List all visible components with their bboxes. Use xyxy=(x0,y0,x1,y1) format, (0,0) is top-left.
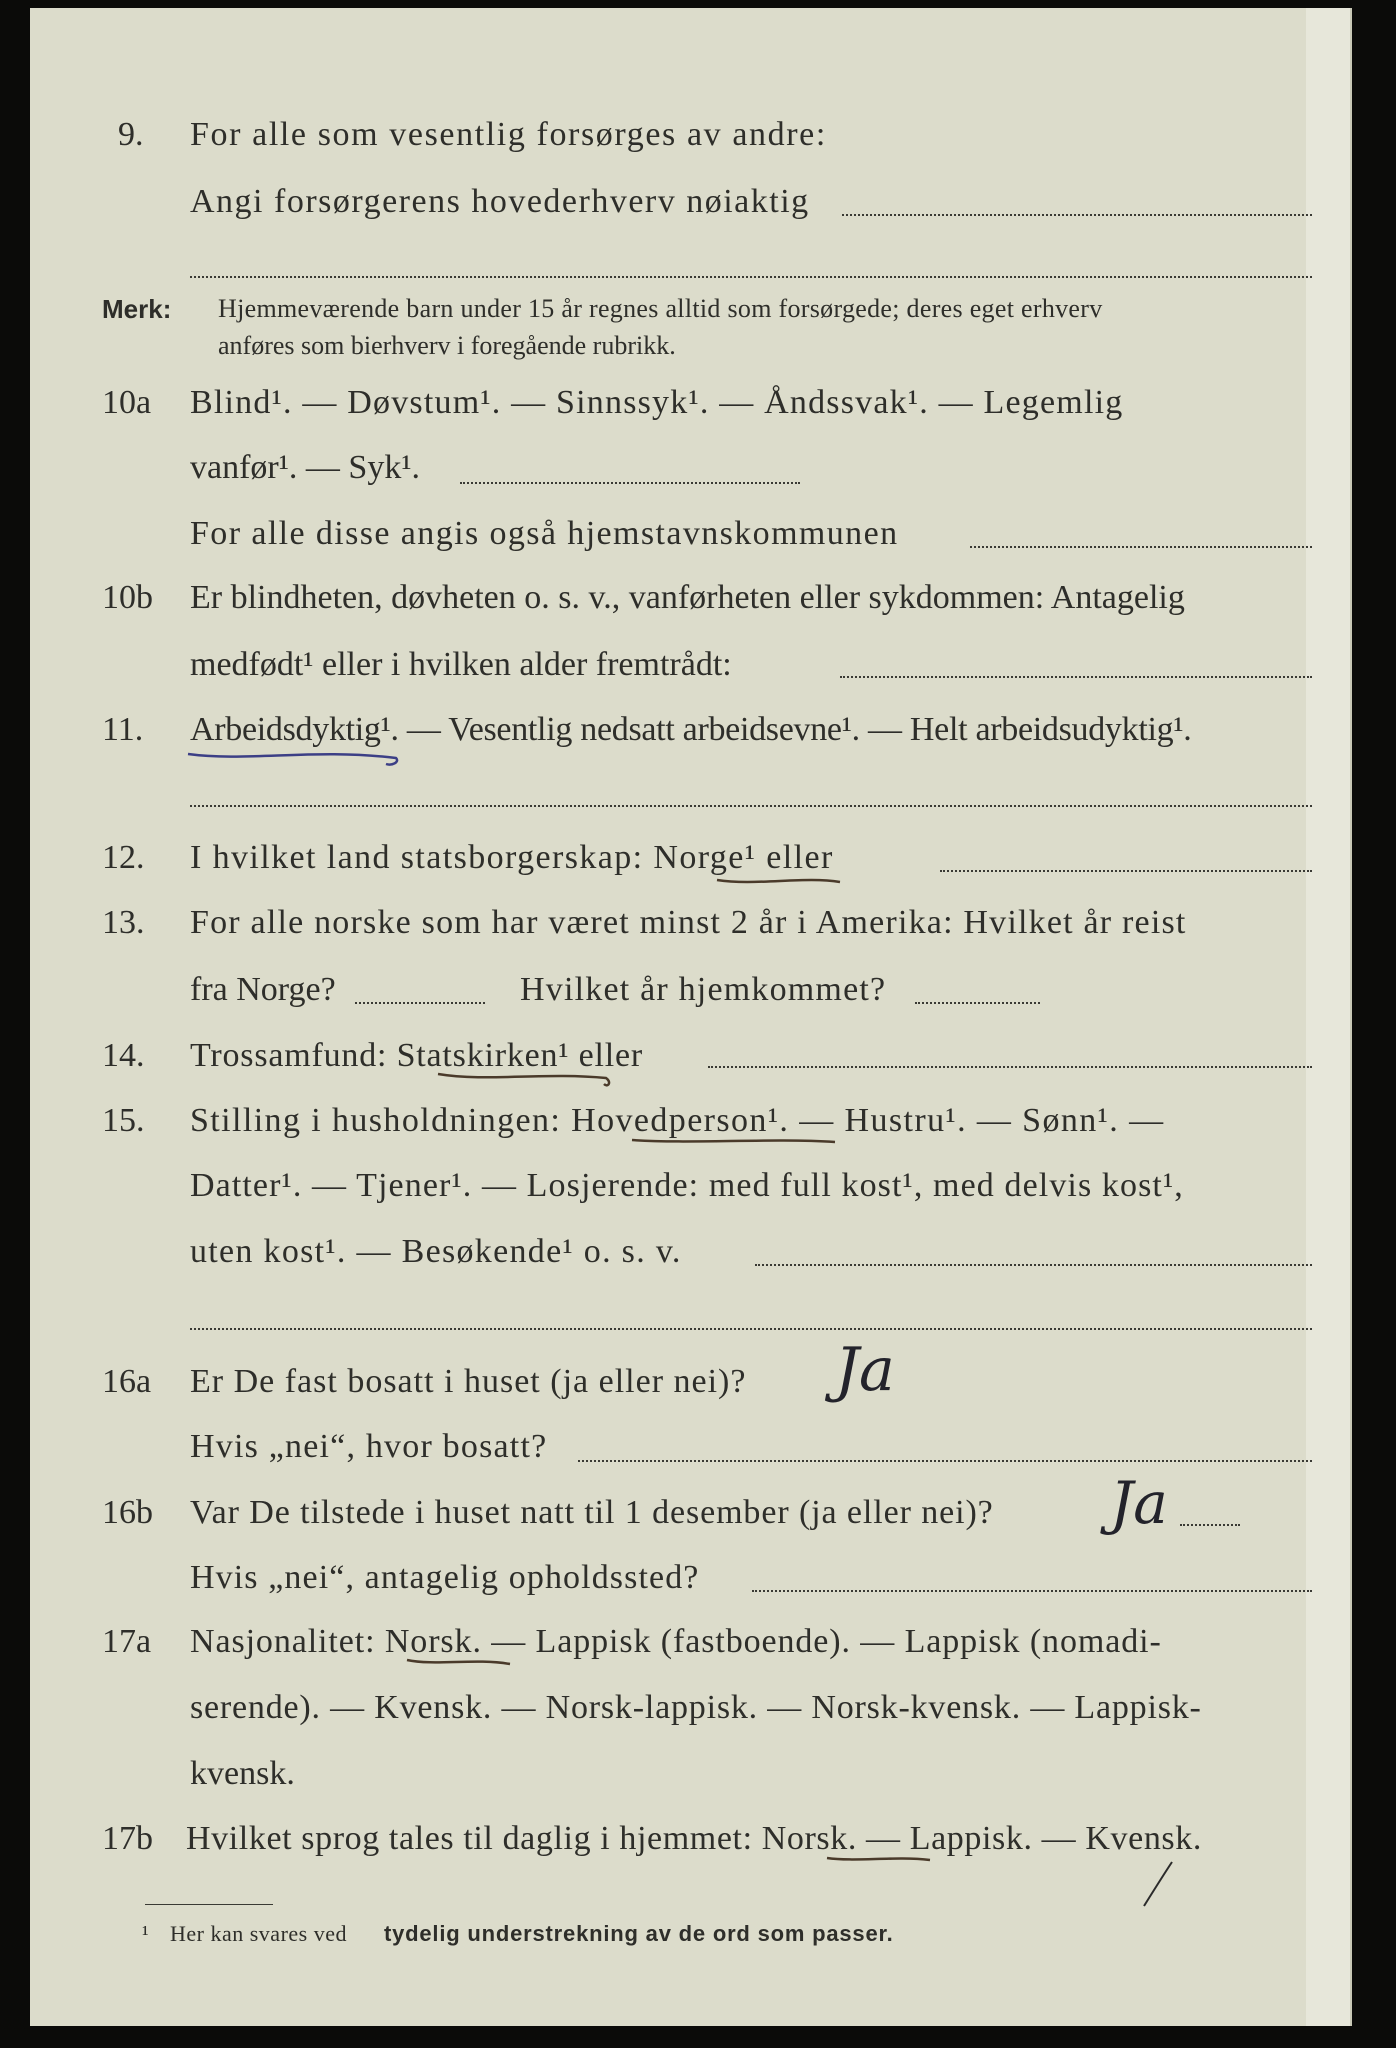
q13-number: 13. xyxy=(102,904,145,941)
q9-line1: For alle som vesentlig forsørges av andre: xyxy=(190,116,827,153)
q10a-line1: Blind¹. — Døvstum¹. — Sinnssyk¹. — Åndssvak¹. — Legemlig xyxy=(190,384,1124,421)
q16b-line1: Var De tilstede i huset natt til 1 desember (ja eller nei)? xyxy=(190,1494,994,1531)
q11-line1: Arbeidsdyktig¹. — Vesentlig nedsatt arbeidsevne¹. — Helt arbeidsudyktig¹. xyxy=(190,711,1192,748)
q17a-number: 17a xyxy=(102,1623,152,1660)
q15-line1: Stilling i husholdningen: Hovedperson¹. — Hustru¹. — Sønn¹. — xyxy=(190,1102,1165,1139)
q15-line3: uten kost¹. — Besøkende¹ o. s. v. xyxy=(190,1233,682,1270)
q10a-answer-line xyxy=(460,482,800,484)
q13-reist-line xyxy=(355,1002,485,1004)
q14-line1: Trossamfund: Statskirken¹ eller xyxy=(190,1037,644,1074)
q16a-answer-handwritten: Ja xyxy=(835,1335,895,1405)
q10b-line2: medfødt¹ eller i hvilken alder fremtrådt: xyxy=(190,646,732,683)
q17a-line2: serende). — Kvensk. — Norsk-lappisk. — Norsk-kvensk. — Lappisk- xyxy=(190,1689,1202,1726)
q17a-line3: kvensk. xyxy=(190,1755,295,1792)
q11-number: 11. xyxy=(102,711,144,748)
q12-answer-line xyxy=(940,870,1312,872)
q9-number: 9. xyxy=(118,116,144,153)
q15-answer-line-2 xyxy=(190,1328,1312,1330)
merk-label: Merk: xyxy=(102,294,172,324)
q16b-answer-handwritten: Ja xyxy=(1110,1469,1168,1537)
q12-line1: I hvilket land statsborgerskap: Norge¹ eller xyxy=(190,839,834,876)
merk-line2: anføres som bierhverv i foregående rubrikk. xyxy=(218,331,676,360)
underline-norge xyxy=(715,870,845,890)
q16b-opholdssted-line xyxy=(752,1590,1312,1592)
underline-statskirken xyxy=(436,1066,616,1090)
q10a-line3: For alle disse angis også hjemstavnskommunen xyxy=(190,515,899,552)
q16b-answer-line xyxy=(1180,1524,1240,1526)
q9-answer-line-2 xyxy=(190,276,1312,278)
q16a-number: 16a xyxy=(102,1363,152,1400)
q15-answer-line xyxy=(755,1264,1312,1266)
underline-norsk-17a xyxy=(405,1652,515,1672)
q13-hjemkommet-line xyxy=(915,1002,1040,1004)
q14-answer-line xyxy=(708,1066,1312,1068)
q10a-number: 10a xyxy=(102,384,152,421)
q9-line2: Angi forsørgerens hovederhverv nøiaktig xyxy=(190,183,810,220)
q10a-line2: vanfør¹. — Syk¹. xyxy=(190,449,421,486)
q17b-line1: Hvilket sprog tales til daglig i hjemmet: Norsk. — Lappisk. — Kvensk. xyxy=(186,1820,1202,1857)
q16a-line2: Hvis „nei“, hvor bosatt? xyxy=(190,1428,548,1465)
q10b-number: 10b xyxy=(102,579,153,616)
footnote-rule xyxy=(145,1904,273,1905)
q13-line2a: fra Norge? xyxy=(190,971,336,1008)
q16a-line1: Er De fast bosatt i huset (ja eller nei)? xyxy=(190,1363,747,1400)
q15-line2: Datter¹. — Tjener¹. — Losjerende: med full kost¹, med delvis kost¹, xyxy=(190,1167,1184,1204)
q16a-answer-line xyxy=(578,1460,1312,1462)
q10a-kommune-line xyxy=(970,546,1312,548)
q13-line2b: Hvilket år hjemkommet? xyxy=(520,971,887,1008)
q17b-number: 17b xyxy=(102,1820,153,1857)
underline-arbeidsdyktig xyxy=(186,740,406,770)
footnote-bold xyxy=(384,1920,894,1948)
footnote-bold-text: tydelig understrekning av de ord som passer. xyxy=(384,1921,894,1946)
q11-answer-line xyxy=(190,805,1312,807)
q9-answer-line xyxy=(842,214,1312,216)
q10b-line1: Er blindheten, døvheten o. s. v., vanførheten eller sykdommen: Antagelig xyxy=(190,579,1185,616)
pen-tick-mark xyxy=(1138,1860,1178,1910)
underline-norsk-17b xyxy=(825,1850,935,1868)
q13-line1: For alle norske som har været minst 2 år i Amerika: Hvilket år reist xyxy=(190,904,1187,941)
q16b-number: 16b xyxy=(102,1494,153,1531)
q16b-line2: Hvis „nei“, antagelig opholdssted? xyxy=(190,1559,700,1596)
q14-number: 14. xyxy=(102,1037,145,1074)
underline-hovedperson xyxy=(630,1132,840,1150)
q10b-answer-line xyxy=(840,676,1312,678)
footnote-text: Her kan svares ved xyxy=(170,1921,347,1946)
q15-number: 15. xyxy=(102,1102,145,1139)
merk-line1: Hjemmeværende barn under 15 år regnes alltid som forsørgede; deres eget erhverv xyxy=(218,294,1103,323)
q12-number: 12. xyxy=(102,839,145,876)
q17a-line1: Nasjonalitet: Norsk. — Lappisk (fastboende). — Lappisk (nomadi- xyxy=(190,1623,1162,1660)
footnote-mark: ¹ xyxy=(142,1921,149,1946)
